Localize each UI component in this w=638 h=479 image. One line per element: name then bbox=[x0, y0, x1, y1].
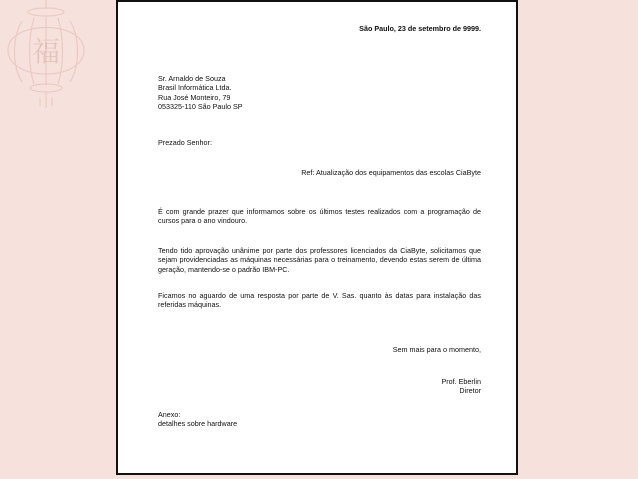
salutation: Prezado Senhor: bbox=[158, 138, 212, 147]
reference-line: Ref: Atualização dos equipamentos das escolas CiaByte bbox=[301, 168, 481, 177]
letter-page bbox=[116, 0, 518, 475]
annex-label: Anexo: bbox=[158, 410, 181, 419]
recipient-name: Sr. Arnaldo de Souza bbox=[158, 74, 226, 83]
annex-block bbox=[158, 410, 237, 429]
recipient-city-line: 053325-110 São Paulo SP bbox=[158, 102, 243, 112]
body-paragraph: Tendo tido aprovação unânime por parte dos professores licenciados da CiaByte, solicitamos que sejam providenciadas as máquinas necessárias para o treinamento, devendo estas serem de última geração, mantendo-se o padrão IBM-PC. bbox=[158, 246, 481, 274]
closing-line: Sem mais para o momento, bbox=[392, 345, 481, 354]
lantern-icon bbox=[8, 0, 84, 108]
recipient-company: Brasil Informática Ltda. bbox=[158, 83, 232, 93]
body-paragraph: Ficamos no aguardo de uma resposta por parte de V. Sas. quanto às datas para instalação das referidas máquinas. bbox=[158, 291, 481, 310]
recipient-address bbox=[158, 74, 243, 112]
signature-block bbox=[441, 377, 481, 396]
lantern-symbol: 福 bbox=[31, 35, 61, 68]
body-paragraph: É com grande prazer que informamos sobre os últimos testes realizados com a programação de cursos para o ano vindouro. bbox=[158, 207, 481, 226]
signature-name: Prof. Eberlin bbox=[441, 377, 481, 386]
letter-date: São Paulo, 23 de setembro de 9999. bbox=[359, 24, 481, 33]
signature-title: Diretor bbox=[459, 386, 481, 396]
annex-item: detalhes sobre hardware bbox=[158, 419, 238, 429]
recipient-street: Rua José Monteiro, 79 bbox=[158, 92, 231, 102]
